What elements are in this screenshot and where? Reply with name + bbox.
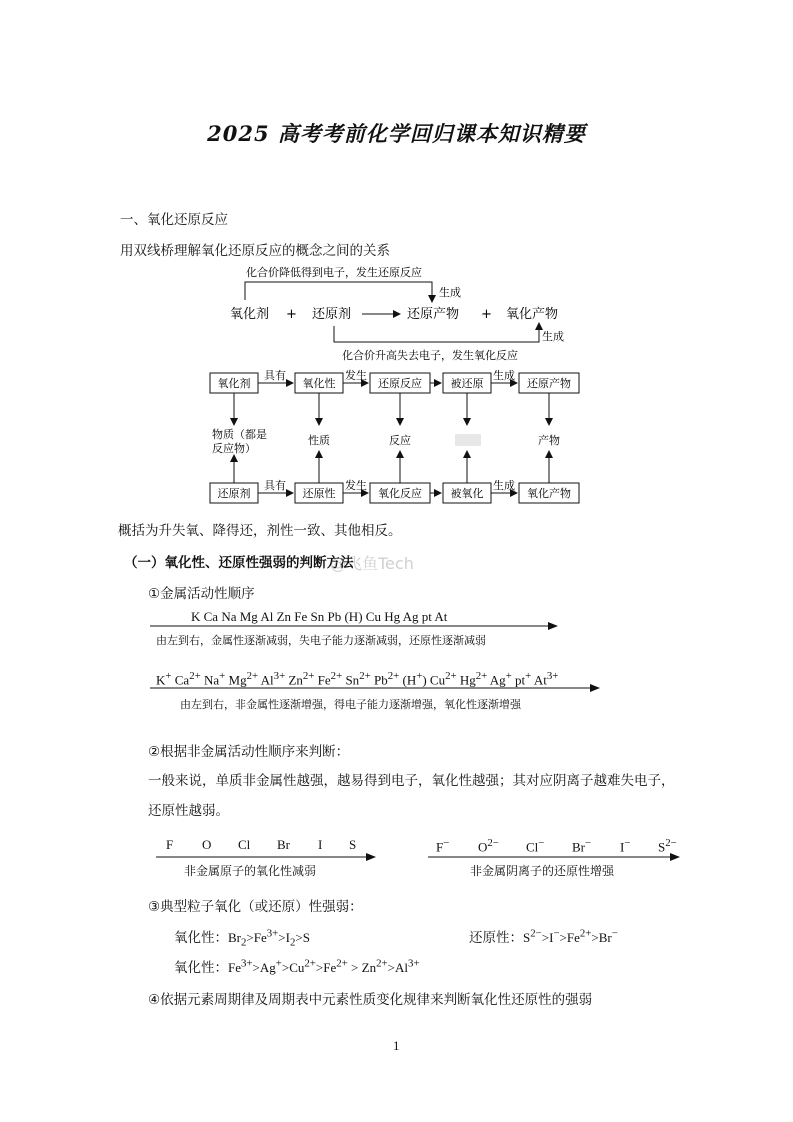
item4-label: ④依据元素周期律及周期表中元素性质变化规律来判断氧化性还原性的强弱 — [148, 992, 593, 1008]
oxidation-product-label: 氧化产物 — [506, 307, 559, 322]
bottom-box-label: 被氧化 — [450, 487, 484, 500]
bottom-arrow-label: 发生 — [345, 479, 367, 492]
generate-label-1: 生成 — [439, 286, 461, 299]
reduction-product-label: 还原产物 — [407, 307, 460, 322]
blurred-mark — [455, 434, 481, 446]
reductant-label: 还原剂 — [312, 307, 352, 322]
bottom-bracket-label: 化合价升高失去电子，发生氧化反应 — [342, 349, 518, 362]
oxidizing-order-2: 氧化性：$Fe^{3+}>Ag^+>Cu^{2+}>Fe^{2+} > Zn^{2+}>Al^{3+}$ — [174, 957, 420, 976]
top-bracket-label: 化合价降低得到电子，发生还原反应 — [246, 266, 422, 279]
ion-series-arrow — [150, 682, 602, 694]
top-box-label: 氧化性 — [302, 377, 336, 390]
double-bridge-diagram — [0, 0, 793, 380]
ion-oxidizing-series: K+ $Ca^{2+}$ Na+ $Mg^{2+}$ $Al^{3+}$ $Zn^{2+}$ $Fe^{2+}$ $Sn^{2+}$ $Pb^{2+}$ (H+) $Cu^{2+}$ $Hg^{2+}$ Ag+ pt+ $At^{3+}$ — [156, 670, 559, 688]
watermark: @飞鱼Tech — [330, 554, 414, 573]
mid-label: 物质（都是 — [212, 428, 267, 441]
top-box-label: 被还原 — [450, 377, 484, 390]
bottom-arrow-label: 生成 — [493, 479, 515, 492]
top-arrow-label: 生成 — [493, 369, 515, 382]
plus-sign-1: + — [286, 307, 297, 322]
metal-series-note: 由左到右，金属性逐渐减弱，失电子能力逐渐减弱，还原性逐渐减弱 — [156, 634, 486, 647]
plus-sign-2: + — [481, 307, 492, 322]
bottom-box-label: 氧化反应 — [378, 487, 422, 500]
section-heading: 一、氧化还原反应 — [120, 212, 228, 228]
subsection-heading: （一）氧化性、还原性强弱的判断方法 — [124, 555, 354, 571]
mid-label: 反应 — [389, 434, 411, 447]
oxidant-label: 氧化剂 — [230, 307, 270, 322]
nonmetal-element: F — [166, 837, 174, 852]
section-intro: 用双线桥理解氧化还原反应的概念之间的关系 — [120, 243, 390, 259]
item2-label: ②根据非金属活动性顺序来判断： — [148, 744, 350, 760]
metal-activity-series: K Ca Na Mg Al Zn Fe Sn Pb (H) Cu Hg Ag pt At — [191, 609, 448, 624]
nonmetal-element: O — [202, 837, 212, 852]
nonmetal-element: Br — [277, 837, 290, 852]
generate-label-2: 生成 — [542, 330, 564, 343]
reduction-bracket — [245, 282, 432, 302]
reducing-order: 还原性：$S^{2-}>I^->Fe^{2+}>Br^-$ — [469, 927, 618, 946]
top-box-label: 还原反应 — [378, 377, 422, 390]
oxidation-bracket — [334, 323, 539, 342]
summary-text: 概括为升失氧、降得还，剂性一致、其他相反。 — [118, 523, 402, 539]
bottom-box-label: 还原性 — [302, 487, 336, 500]
bottom-box-label: 氧化产物 — [527, 487, 571, 500]
item1-label: ①金属活动性顺序 — [148, 586, 255, 602]
nonmetal-element: Cl — [238, 837, 251, 852]
item2-paragraph-line1: 一般来说，单质非金属性越强，越易得到电子，氧化性越强；其对应阴离子越难失电子， — [148, 773, 675, 789]
top-arrow-label: 具有 — [264, 369, 286, 382]
oxidizing-order-1: 氧化性：$Br_2>Fe^{3+}>I_2>S$ — [174, 927, 310, 949]
bottom-arrow-label: 具有 — [264, 479, 286, 492]
nonmetal-atom-note: 非金属原子的氧化性减弱 — [184, 864, 317, 878]
mid-label: 反应物） — [212, 442, 256, 455]
concept-flow-diagram — [0, 360, 793, 510]
nonmetal-element: I — [318, 837, 323, 852]
top-box-label: 还原产物 — [527, 377, 571, 390]
page-number: 1 — [393, 1038, 400, 1053]
item2-paragraph-line2: 还原性越弱。 — [148, 803, 229, 819]
mid-label: 性质 — [308, 434, 330, 447]
nonmetal-anion-note: 非金属阴离子的还原性增强 — [470, 864, 615, 878]
top-box-label: 氧化剂 — [217, 377, 251, 390]
top-arrow-label: 发生 — [345, 369, 367, 382]
item3-label: ③典型粒子氧化（或还原）性强弱： — [148, 899, 363, 915]
ion-series-note: 由左到右，非金属性逐渐增强，得电子能力逐渐增强，氧化性逐渐增强 — [180, 698, 521, 711]
bottom-box-label: 还原剂 — [217, 487, 251, 500]
mid-label: 产物 — [538, 434, 560, 447]
nonmetal-element: S — [349, 837, 357, 852]
metal-series-arrow — [150, 620, 560, 632]
page-title: 2025 高考考前化学回归课本知识精要 — [207, 121, 586, 146]
